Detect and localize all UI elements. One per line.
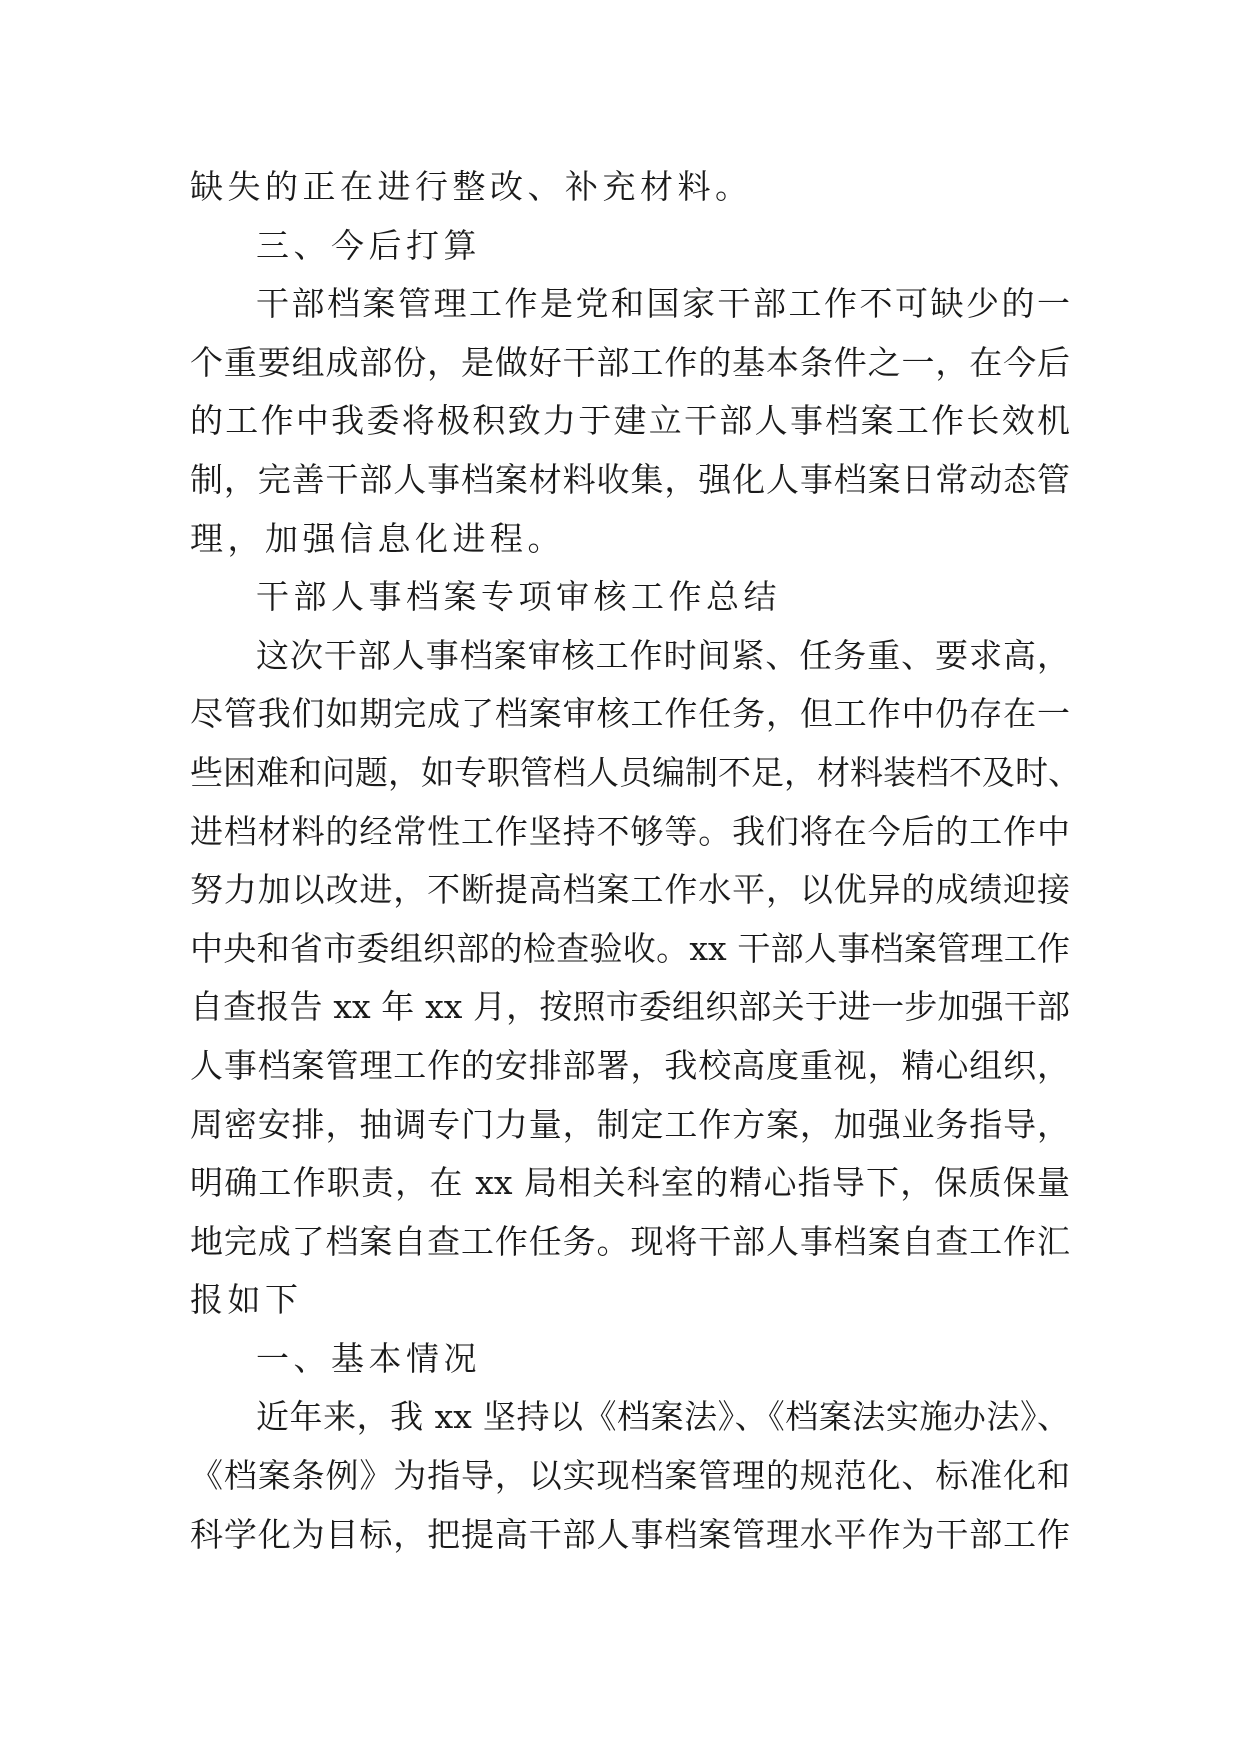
text-line: 明确工作职责，在 xx 局相关科室的精心指导下，保质保量 (190, 1163, 1070, 1203)
text-line: 自查报告 xx 年 xx 月，按照市委组织部关于进一步加强干部 (190, 987, 1070, 1027)
text-line: 近年来，我 xx 坚持以《档案法》、《档案法实施办法》、 (256, 1397, 1070, 1437)
text-line: 周密安排，抽调专门力量，制定工作方案，加强业务指导， (190, 1104, 1070, 1144)
text-line: 制，完善干部人事档案材料收集，强化人事档案日常动态管 (190, 459, 1070, 499)
text-line: 进档材料的经常性工作坚持不够等。我们将在今后的工作中 (190, 811, 1070, 851)
document-body (190, 158, 1081, 1564)
text-line: 地完成了档案自查工作任务。现将干部人事档案自查工作汇 (190, 1221, 1070, 1261)
text-line: 干部人事档案专项审核工作总结 (256, 577, 781, 617)
text-line: 个重要组成部份，是做好干部工作的基本条件之一，在今后 (190, 342, 1070, 382)
text-line: 《档案条例》为指导，以实现档案管理的规范化、标准化和 (190, 1456, 1070, 1496)
text-line: 理，加强信息化进程。 (190, 518, 565, 558)
text-line: 这次干部人事档案审核工作时间紧、任务重、要求高， (256, 635, 1070, 675)
text-line: 努力加以改进，不断提高档案工作水平，以优异的成绩迎接 (190, 870, 1070, 910)
text-line: 缺失的正在进行整改、补充材料。 (190, 167, 753, 206)
text-line: 中央和省市委组织部的检查验收。xx 干部人事档案管理工作 (190, 928, 1070, 968)
text-line: 人事档案管理工作的安排部署，我校高度重视，精心组织， (190, 1045, 1070, 1085)
text-line: 报如下 (190, 1280, 303, 1320)
text-line: 干部档案管理工作是党和国家干部工作不可缺少的一 (256, 284, 1070, 324)
text-line: 三、今后打算 (256, 225, 481, 265)
text-line: 的工作中我委将极积致力于建立干部人事档案工作长效机 (190, 401, 1070, 441)
text-line: 科学化为目标，把提高干部人事档案管理水平作为干部工作 (190, 1514, 1070, 1554)
text-line: 尽管我们如期完成了档案审核工作任务，但工作中仍存在一 (190, 694, 1070, 734)
text-line: 些困难和问题，如专职管档人员编制不足，材料装档不及时、 (190, 752, 1081, 792)
text-line: 一、基本情况 (256, 1338, 481, 1378)
